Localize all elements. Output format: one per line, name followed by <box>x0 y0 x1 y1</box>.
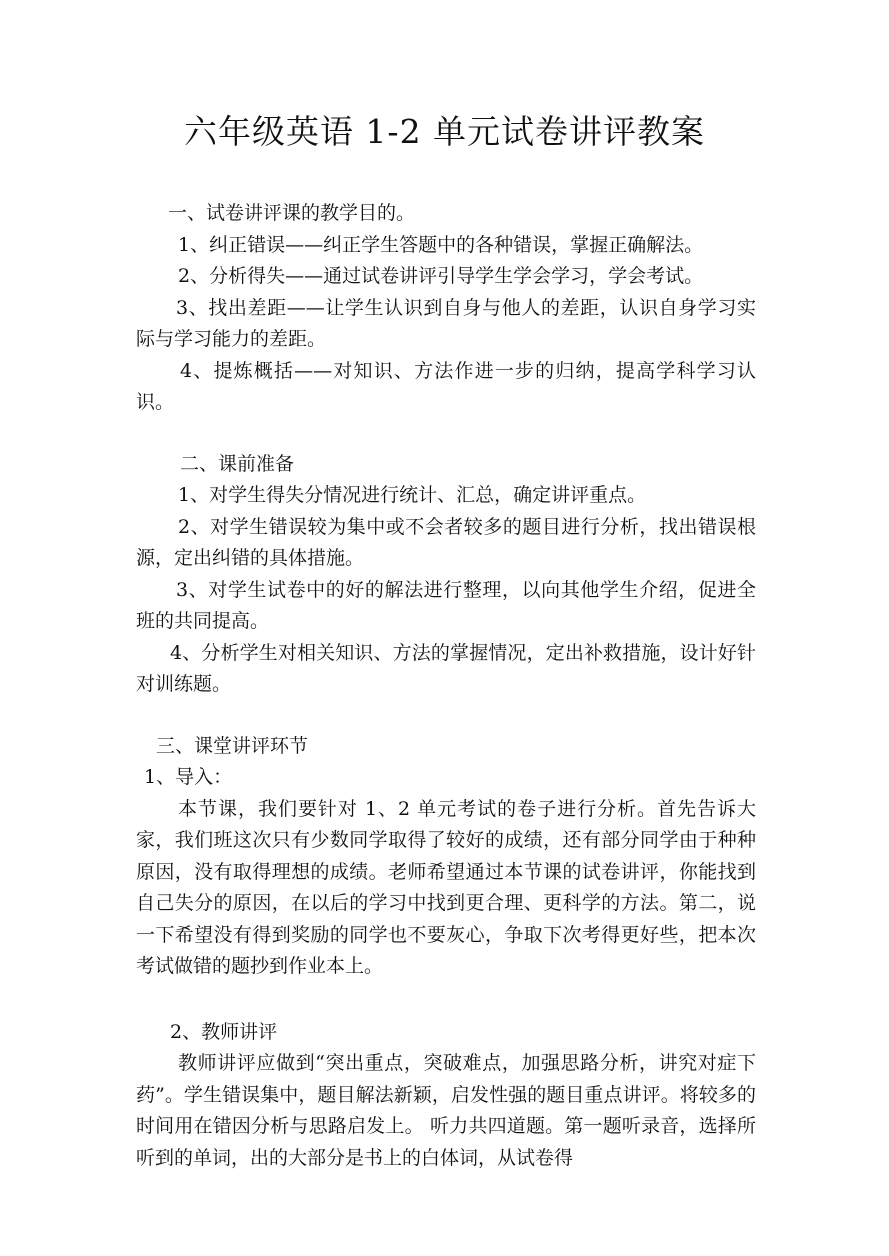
section-spacer <box>136 419 756 449</box>
purpose-item-3: 3、找出差距——让学生认识到自身与他人的差距，认识自身学习实际与学习能力的差距。 <box>136 296 756 350</box>
purpose-item-1: 1、纠正错误——纠正学生答题中的各种错误，掌握正确解法。 <box>178 233 704 256</box>
purpose-item-2: 2、分析得失——通过试卷讲评引导学生学会学习，学会考试。 <box>178 265 704 287</box>
section-heading-purpose: 一、试卷讲评课的教学目的。 <box>168 202 416 224</box>
preparation-item-2: 2、对学生错误较为集中或不会者较多的题目进行分析，找出错误根源，定出纠错的具体措施。 <box>136 515 756 569</box>
subheading-introduction: 1、导入： <box>144 766 233 788</box>
subheading-teacher-review: 2、教师讲评 <box>170 1020 278 1043</box>
preparation-item-1: 1、对学生得失分情况进行统计、汇总，确定讲评重点。 <box>178 484 647 506</box>
document-body <box>136 198 756 1174</box>
purpose-item-4: 4、提炼概括——对知识、方法作进一步的归纳，提高学科学习认识。 <box>136 359 756 413</box>
document-title: 六年级英语 1-2 单元试卷讲评教案 <box>183 112 706 151</box>
preparation-item-3: 3、对学生试卷中的好的解法进行整理，以向其他学生介绍，促进全班的共同提高。 <box>136 578 756 632</box>
section-spacer <box>136 701 756 731</box>
section-heading-preparation: 二、课前准备 <box>180 452 295 475</box>
introduction-paragraph: 本节课，我们要针对 1、2 单元考试的卷子进行分析。首先告诉大家，我们班这次只有少数同学取得了较好的成绩，还有部分同学由于种种原因，没有取得理想的成绩。老师希望通过本节课的试卷讲评，你能找到自己失分的原因，在以后的学习中找到更合理、更科学的方法。第二，说一下希望没有得到奖励的同学也不要灰心，争取下次考得更好些，把本次考试做错的题抄到作业本上。 <box>136 797 756 977</box>
preparation-item-4: 4、分析学生对相关知识、方法的掌握情况，定出补救措施，设计好针对训练题。 <box>136 641 756 695</box>
section-heading-class-review: 三、课堂讲评环节 <box>156 734 309 757</box>
teacher-review-paragraph: 教师讲评应做到“突出重点，突破难点，加强思路分析，讲究对症下药”。学生错误集中，题目解法新颖，启发性强的题目重点讲评。将较多的时间用在错因分析与思路启发上。 听力共四道题。第一题听录音，选择所听到的单词，出的大部分是书上的白体词，从试卷得 <box>136 1052 756 1169</box>
section-spacer <box>136 983 756 1017</box>
